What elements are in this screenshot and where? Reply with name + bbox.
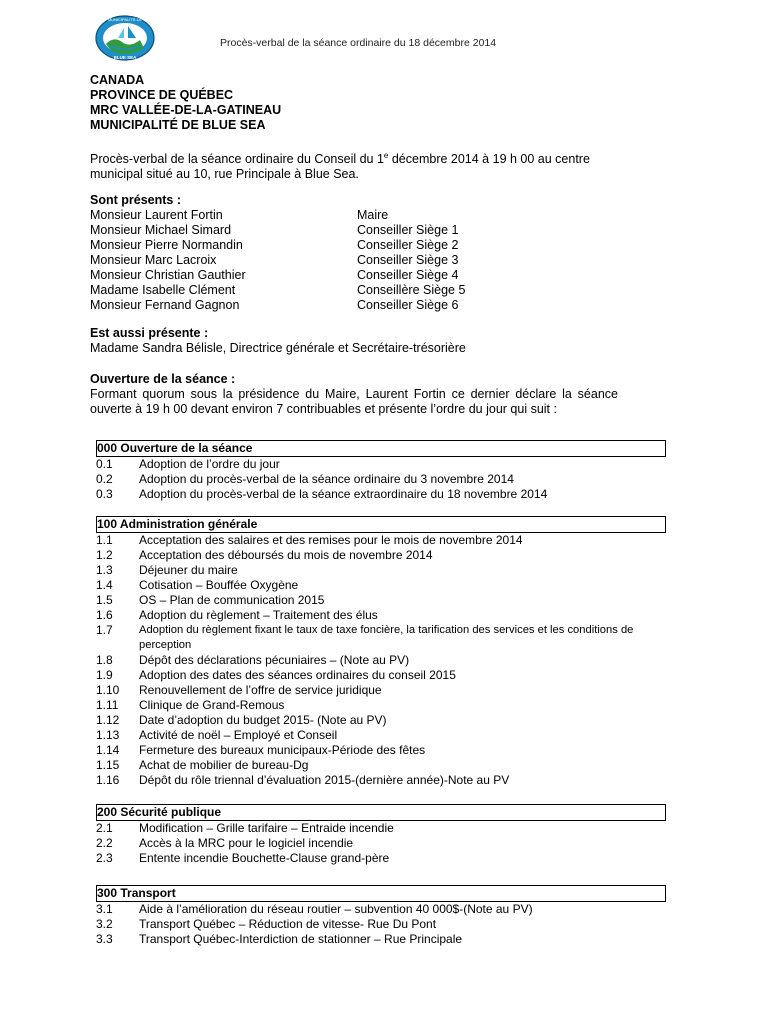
agenda-item-number: 3.1 (96, 902, 113, 916)
jurisdiction-line: MUNICIPALITÉ DE BLUE SEA (90, 118, 266, 132)
agenda-item-text: Date d’adoption du budget 2015- (Note au PV) (139, 713, 387, 727)
agenda-item (96, 713, 666, 728)
agenda-item-text: Dépôt des déclarations pécuniaires – (Note au PV) (139, 653, 410, 667)
attendee-row (90, 223, 530, 238)
also-present-section (90, 326, 650, 356)
agenda-item-text: Acceptation des salaires et des remises pour le mois de novembre 2014 (139, 533, 523, 547)
attendee-name: Monsieur Christian Gauthier (90, 268, 246, 282)
jurisdiction-line: MRC VALLÉE-DE-LA-GATINEAU (90, 103, 282, 117)
attendees-section (90, 193, 530, 313)
intro-text-end: décembre 2014 à 19 h 00 au centre municipal situé au 10, rue Principale à Blue Sea. (90, 152, 590, 182)
agenda-item (96, 932, 666, 947)
attendee-list (90, 208, 530, 313)
agenda-item-text: Achat de mobilier de bureau-Dg (139, 758, 309, 772)
agenda-item-text: Clinique de Grand-Remous (139, 698, 285, 712)
agenda-item-number: 1.10 (96, 683, 120, 697)
agenda-item-text: Activité de noël – Employé et Conseil (139, 728, 338, 742)
jurisdiction-line: PROVINCE DE QUÉBEC (90, 88, 234, 102)
attendee-row (90, 283, 530, 298)
agenda-item-number: 1.13 (96, 728, 120, 742)
agenda-item-number: 1.7 (96, 623, 113, 637)
agenda-item-text: Accès à la MRC pour le logiciel incendie (139, 836, 354, 850)
agenda-section-public-safety (96, 804, 666, 866)
agenda-item-text: Adoption des dates des séances ordinaires du conseil 2015 (139, 668, 456, 682)
agenda-item-text: Entente incendie Bouchette-Clause grand-père (139, 851, 390, 865)
agenda-item (96, 728, 666, 743)
attendee-role: Conseillère Siège 5 (357, 283, 466, 297)
attendee-role: Conseiller Siège 4 (357, 268, 459, 282)
agenda-item-number: 1.4 (96, 578, 113, 592)
attendee-row (90, 208, 530, 223)
also-present-text: Madame Sandra Bélisle, Directrice générale et Secrétaire-trésorière (90, 341, 466, 355)
agenda-item-number: 1.9 (96, 668, 113, 682)
agenda-item-text: Acceptation des déboursés du mois de novembre 2014 (139, 548, 433, 562)
agenda-item (96, 608, 666, 623)
running-header: Procès-verbal de la séance ordinaire du 18 décembre 2014 (220, 37, 497, 49)
agenda-item-text: Transport Québec-Interdiction de stationner – Rue Principale (139, 932, 463, 946)
agenda-item-number: 0.2 (96, 472, 113, 486)
agenda-item-text: Adoption du règlement – Traitement des élus (139, 608, 378, 622)
attendee-role: Conseiller Siège 3 (357, 253, 459, 267)
agenda-section-title: 100 Administration générale (96, 516, 666, 533)
agenda-item-number: 1.11 (96, 698, 119, 712)
attendee-role: Conseiller Siège 2 (357, 238, 459, 252)
agenda-item-text: Fermeture des bureaux municipaux-Période des fêtes (139, 743, 426, 757)
agenda-item-number: 2.2 (96, 836, 113, 850)
agenda-item (96, 821, 666, 836)
logo-text-bottom: BLUE SEA (113, 55, 137, 60)
agenda-item (96, 851, 666, 866)
agenda-item-text: Renouvellement de l’offre de service juridique (139, 683, 382, 697)
agenda-item-number: 3.2 (96, 917, 113, 931)
agenda-section-title: 000 Ouverture de la séance (96, 440, 666, 457)
agenda-item (96, 533, 666, 548)
agenda-item (96, 773, 666, 788)
agenda-section-transport (96, 885, 666, 947)
opening-section (90, 372, 618, 417)
opening-text: Formant quorum sous la présidence du Maire, Laurent Fortin ce dernier déclare la séance ouverte à 19 h 00 devant environ 7 contribuables et présente l’ordre du jour qui suit : (90, 387, 618, 416)
agenda-item-text: Modification – Grille tarifaire – Entraide incendie (139, 821, 394, 835)
agenda-section-administration (96, 516, 666, 788)
agenda-item (96, 563, 666, 578)
agenda-item-number: 2.1 (96, 821, 113, 835)
agenda-item-number: 1.3 (96, 563, 113, 577)
attendees-heading: Sont présents : (90, 193, 181, 207)
intro-superscript: e (383, 151, 389, 160)
agenda-item-number: 1.1 (96, 533, 113, 547)
agenda-item (96, 917, 666, 932)
attendee-row (90, 298, 530, 313)
agenda-item (96, 623, 666, 653)
agenda-section-title: 200 Sécurité publique (96, 804, 666, 821)
agenda-item (96, 668, 666, 683)
agenda-item (96, 653, 666, 668)
opening-heading: Ouverture de la séance : (90, 372, 236, 386)
also-present-heading: Est aussi présente : (90, 326, 209, 340)
agenda-item-text: Dépôt du rôle triennal d’évaluation 2015-(dernière année)-Note au PV (139, 773, 510, 787)
agenda-item-number: 2.3 (96, 851, 113, 865)
agenda-item (96, 578, 666, 593)
agenda-item (96, 698, 666, 713)
attendee-name: Monsieur Laurent Fortin (90, 208, 223, 222)
agenda-item-number: 1.5 (96, 593, 113, 607)
attendee-row (90, 268, 530, 283)
attendee-row (90, 253, 530, 268)
agenda-item (96, 457, 666, 472)
agenda-item-number: 1.2 (96, 548, 113, 562)
agenda-item-text: Adoption du procès-verbal de la séance ordinaire du 3 novembre 2014 (139, 472, 514, 486)
agenda-item-text: Transport Québec – Réduction de vitesse- Rue Du Pont (139, 917, 437, 931)
attendee-name: Monsieur Michael Simard (90, 223, 232, 237)
logo-text-top: MUNICIPALITÉ DE (107, 17, 143, 22)
agenda-item-text: Cotisation – Bouffée Oxygène (139, 578, 299, 592)
attendee-name: Monsieur Marc Lacroix (90, 253, 217, 267)
agenda-item (96, 902, 666, 917)
attendee-role: Maire (357, 208, 389, 222)
municipality-logo (94, 14, 156, 62)
agenda-item-number: 1.15 (96, 758, 120, 772)
attendee-name: Monsieur Fernand Gagnon (90, 298, 240, 312)
agenda-item-text: Aide à l’amélioration du réseau routier – subvention 40 000$-(Note au PV) (139, 902, 533, 916)
attendee-name: Monsieur Pierre Normandin (90, 238, 243, 252)
agenda-item-text: Adoption de l’ordre du jour (139, 457, 280, 471)
agenda-item-number: 1.6 (96, 608, 113, 622)
agenda-item (96, 683, 666, 698)
agenda-item-number: 1.12 (96, 713, 120, 727)
agenda-item (96, 593, 666, 608)
attendee-role: Conseiller Siège 1 (357, 223, 459, 237)
intro-paragraph (90, 148, 635, 182)
agenda-item-text: Adoption du règlement fixant le taux de taxe foncière, la tarification des services et les conditions de perception (139, 624, 634, 651)
agenda-item-text: OS – Plan de communication 2015 (139, 593, 325, 607)
agenda-item-text: Adoption du procès-verbal de la séance extraordinaire du 18 novembre 2014 (139, 487, 548, 501)
agenda-section-title: 300 Transport (96, 885, 666, 902)
agenda-item-number: 3.3 (96, 932, 113, 946)
attendee-name: Madame Isabelle Clément (90, 283, 236, 297)
agenda-item (96, 472, 666, 487)
agenda-item-number: 0.3 (96, 487, 113, 501)
intro-text-start: Procès-verbal de la séance ordinaire du Conseil du 1 (90, 152, 384, 167)
attendee-row (90, 238, 530, 253)
agenda-item-number: 1.16 (96, 773, 120, 787)
attendee-role: Conseiller Siège 6 (357, 298, 459, 312)
agenda-item-number: 0.1 (96, 457, 113, 471)
jurisdiction-block (90, 73, 281, 133)
agenda-section-opening (96, 440, 666, 502)
agenda-item-text: Déjeuner du maire (139, 563, 238, 577)
agenda-item (96, 758, 666, 773)
agenda-item (96, 836, 666, 851)
agenda-item (96, 743, 666, 758)
jurisdiction-line: CANADA (90, 73, 145, 87)
agenda-item (96, 487, 666, 502)
agenda-item-number: 1.14 (96, 743, 120, 757)
agenda-item-number: 1.8 (96, 653, 113, 667)
agenda-item (96, 548, 666, 563)
